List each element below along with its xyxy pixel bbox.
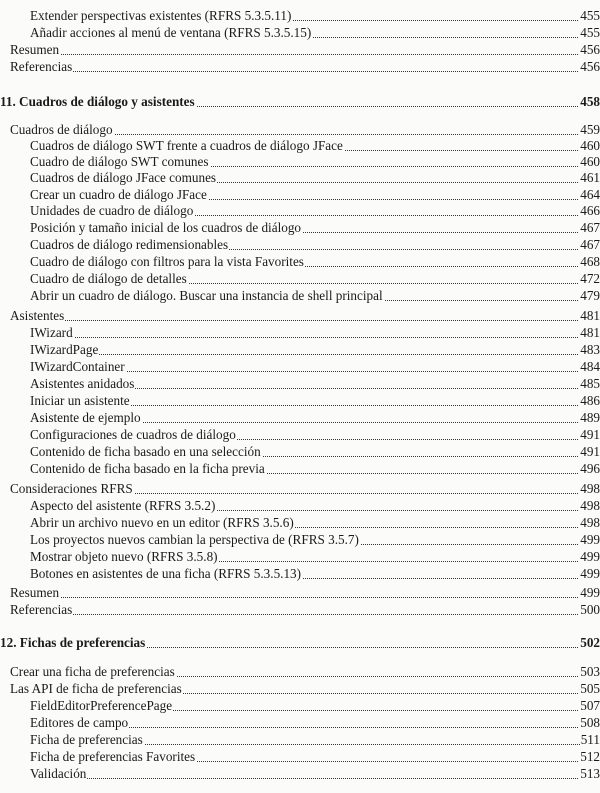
- toc-entry-title: Los proyectos nuevos cambian la perspectiva de (RFRS 3.5.7): [30, 532, 359, 547]
- toc-entry: [0, 220, 600, 236]
- toc-entry-title: Cuadros de diálogo JFace comunes: [30, 170, 217, 185]
- toc-entry-title: Asistentes: [10, 308, 65, 323]
- toc-entry: [0, 187, 600, 203]
- toc-entry: [0, 749, 600, 765]
- toc-entry: [0, 342, 600, 358]
- toc-entry: [0, 549, 600, 565]
- toc-entry: [0, 59, 600, 75]
- toc-entry-title: Ficha de preferencias Favorites: [30, 749, 196, 764]
- toc-entry: [0, 732, 600, 748]
- toc-entry-page: 507: [580, 698, 600, 713]
- toc-entry-title: Crear un cuadro de diálogo JFace: [30, 187, 207, 202]
- toc-entry: [0, 254, 600, 270]
- toc-entry-page: 508: [580, 715, 600, 730]
- toc-entry-title: Cuadros de diálogo: [10, 122, 113, 137]
- toc-entry-page: 483: [580, 342, 600, 357]
- toc-entry-page: 503: [580, 664, 600, 679]
- toc-chapter-entry: [0, 94, 600, 110]
- toc-entry: [0, 170, 600, 186]
- toc-entry-title: 11. Cuadros de diálogo y asistentes: [0, 94, 195, 109]
- toc-entry-title: Cuadro de diálogo SWT comunes: [30, 154, 209, 169]
- toc-entry-page: 455: [580, 8, 600, 23]
- toc-entry-page: 467: [580, 237, 600, 252]
- toc-entry-page: 458: [580, 94, 600, 109]
- toc-entry: [0, 664, 600, 680]
- toc-entry-page: 499: [580, 532, 600, 547]
- dot-leader: [10, 71, 600, 72]
- toc-entry-title: IWizard: [30, 325, 73, 340]
- toc-entry-title: Posición y tamaño inicial de los cuadros de diálogo: [30, 220, 302, 235]
- toc-entry-title: Las API de ficha de preferencias: [10, 681, 182, 696]
- toc-entry: [0, 602, 600, 618]
- toc-entry: [0, 138, 600, 154]
- toc-entry-page: 481: [580, 308, 600, 323]
- dot-leader: [10, 320, 600, 321]
- toc-entry-title: Cuadros de diálogo SWT frente a cuadros de diálogo JFace: [30, 138, 343, 153]
- toc-entry-page: 513: [580, 766, 600, 781]
- toc-entry: [0, 359, 600, 375]
- toc-entry-title: Abrir un archivo nuevo en un editor (RFRS 3.5.6): [30, 515, 294, 530]
- toc-entry-page: 460: [580, 138, 600, 153]
- toc-entry-title: Abrir un cuadro de diálogo. Buscar una instancia de shell principal: [30, 288, 383, 303]
- toc-entry-title: Resumen: [10, 585, 60, 600]
- toc-entry: [0, 566, 600, 582]
- toc-entry-page: 472: [580, 271, 600, 286]
- toc-entry-page: 499: [580, 549, 600, 564]
- toc-entry-title: IWizardPage: [30, 342, 99, 357]
- toc-entry: [0, 308, 600, 324]
- toc-entry-page: 464: [580, 187, 600, 202]
- toc-entry: [0, 461, 600, 477]
- toc-entry-title: Configuraciones de cuadros de diálogo: [30, 427, 236, 442]
- toc-entry-title: Cuadros de diálogo redimensionables: [30, 237, 229, 252]
- toc-entry: [0, 427, 600, 443]
- toc-entry-title: Cuadro de diálogo de detalles: [30, 271, 187, 286]
- toc-entry: [0, 715, 600, 731]
- toc-entry: [0, 585, 600, 601]
- toc-entry-title: Iniciar un asistente: [30, 393, 130, 408]
- toc-entry-title: FieldEditorPreferencePage: [30, 698, 173, 713]
- toc-entry: [0, 25, 600, 41]
- toc-entry-page: 485: [580, 376, 600, 391]
- toc-entry-page: 468: [580, 254, 600, 269]
- toc-entry-page: 511: [580, 732, 600, 747]
- toc-entry-page: 461: [580, 170, 600, 185]
- toc-entry: [0, 203, 600, 219]
- toc-entry-title: Asistente de ejemplo: [30, 410, 141, 425]
- dot-leader: [30, 354, 600, 355]
- toc-entry-page: 486: [580, 393, 600, 408]
- toc-entry: [0, 532, 600, 548]
- dot-leader: [30, 778, 600, 779]
- dot-leader: [10, 614, 600, 615]
- toc-entry-page: 489: [580, 410, 600, 425]
- toc-entry-page: 502: [580, 635, 600, 650]
- toc-entry-page: 484: [580, 359, 600, 374]
- toc-entry: [0, 515, 600, 531]
- toc-entry: [0, 698, 600, 714]
- toc-entry: [0, 154, 600, 170]
- toc-entry-page: 459: [580, 122, 600, 137]
- dot-leader: [10, 597, 600, 598]
- toc-entry: [0, 393, 600, 409]
- toc-entry-title: Referencias: [10, 602, 73, 617]
- toc-entry-page: 491: [580, 427, 600, 442]
- toc-entry-page: 460: [580, 154, 600, 169]
- toc-entry-page: 467: [580, 220, 600, 235]
- toc-entry-page: 496: [580, 461, 600, 476]
- toc-entry: [0, 42, 600, 58]
- toc-entry-title: Consideraciones RFRS: [10, 481, 133, 496]
- dot-leader: [30, 337, 600, 338]
- toc-entry-title: 12. Fichas de preferencias: [0, 635, 146, 650]
- toc-entry-title: Unidades de cuadro de diálogo: [30, 203, 194, 218]
- toc-entry: [0, 271, 600, 287]
- toc-entry: [0, 325, 600, 341]
- toc-entry-title: IWizardContainer: [30, 359, 125, 374]
- toc-entry-page: 481: [580, 325, 600, 340]
- toc-entry-title: Contenido de ficha basado en una selección: [30, 444, 261, 459]
- toc-entry-title: Ficha de preferencias: [30, 732, 143, 747]
- toc-entry: [0, 681, 600, 697]
- toc-entry-title: Resumen: [10, 42, 60, 57]
- toc-entry-page: 498: [580, 481, 600, 496]
- toc-entry: [0, 122, 600, 138]
- toc-entry-title: Asistentes anidados: [30, 376, 135, 391]
- toc-entry-title: Editores de campo: [30, 715, 129, 730]
- toc-entry-page: 498: [580, 498, 600, 513]
- toc-entry-page: 498: [580, 515, 600, 530]
- toc-entry-page: 491: [580, 444, 600, 459]
- toc-chapter-entry: [0, 635, 600, 651]
- dot-leader: [10, 54, 600, 55]
- toc-entry: [0, 481, 600, 497]
- toc-entry-page: 456: [580, 59, 600, 74]
- toc-entry: [0, 498, 600, 514]
- toc-entry-page: 500: [580, 602, 600, 617]
- toc-entry-page: 455: [580, 25, 600, 40]
- toc-entry: [0, 410, 600, 426]
- toc-entry-title: Botones en asistentes de una ficha (RFRS 5.3.5.13): [30, 566, 302, 581]
- toc-entry-title: Mostrar objeto nuevo (RFRS 3.5.8): [30, 549, 218, 564]
- toc-entry: [0, 444, 600, 460]
- toc-entry-page: 466: [580, 203, 600, 218]
- toc-entry-title: Añadir acciones al menú de ventana (RFRS 5.3.5.15): [30, 25, 312, 40]
- toc-entry: [0, 237, 600, 253]
- toc-entry-page: 499: [580, 585, 600, 600]
- toc-entry: [0, 766, 600, 782]
- toc-entry-page: 512: [580, 749, 600, 764]
- toc-entry-page: 479: [580, 288, 600, 303]
- toc-entry-page: 505: [580, 681, 600, 696]
- toc-entry: [0, 288, 600, 304]
- toc-entry: [0, 8, 600, 24]
- toc-entry-title: Aspecto del asistente (RFRS 3.5.2): [30, 498, 216, 513]
- toc-entry-title: Contenido de ficha basado en la ficha previa: [30, 461, 265, 476]
- toc-entry-page: 456: [580, 42, 600, 57]
- toc-entry-title: Validación: [30, 766, 87, 781]
- toc-entry-title: Referencias: [10, 59, 73, 74]
- toc-entry: [0, 376, 600, 392]
- toc-entry-title: Crear una ficha de preferencias: [10, 664, 175, 679]
- toc-entry-title: Cuadro de diálogo con filtros para la vista Favorites: [30, 254, 304, 269]
- toc-entry-title: Extender perspectivas existentes (RFRS 5.3.5.11): [30, 8, 292, 23]
- toc-entry-page: 499: [580, 566, 600, 581]
